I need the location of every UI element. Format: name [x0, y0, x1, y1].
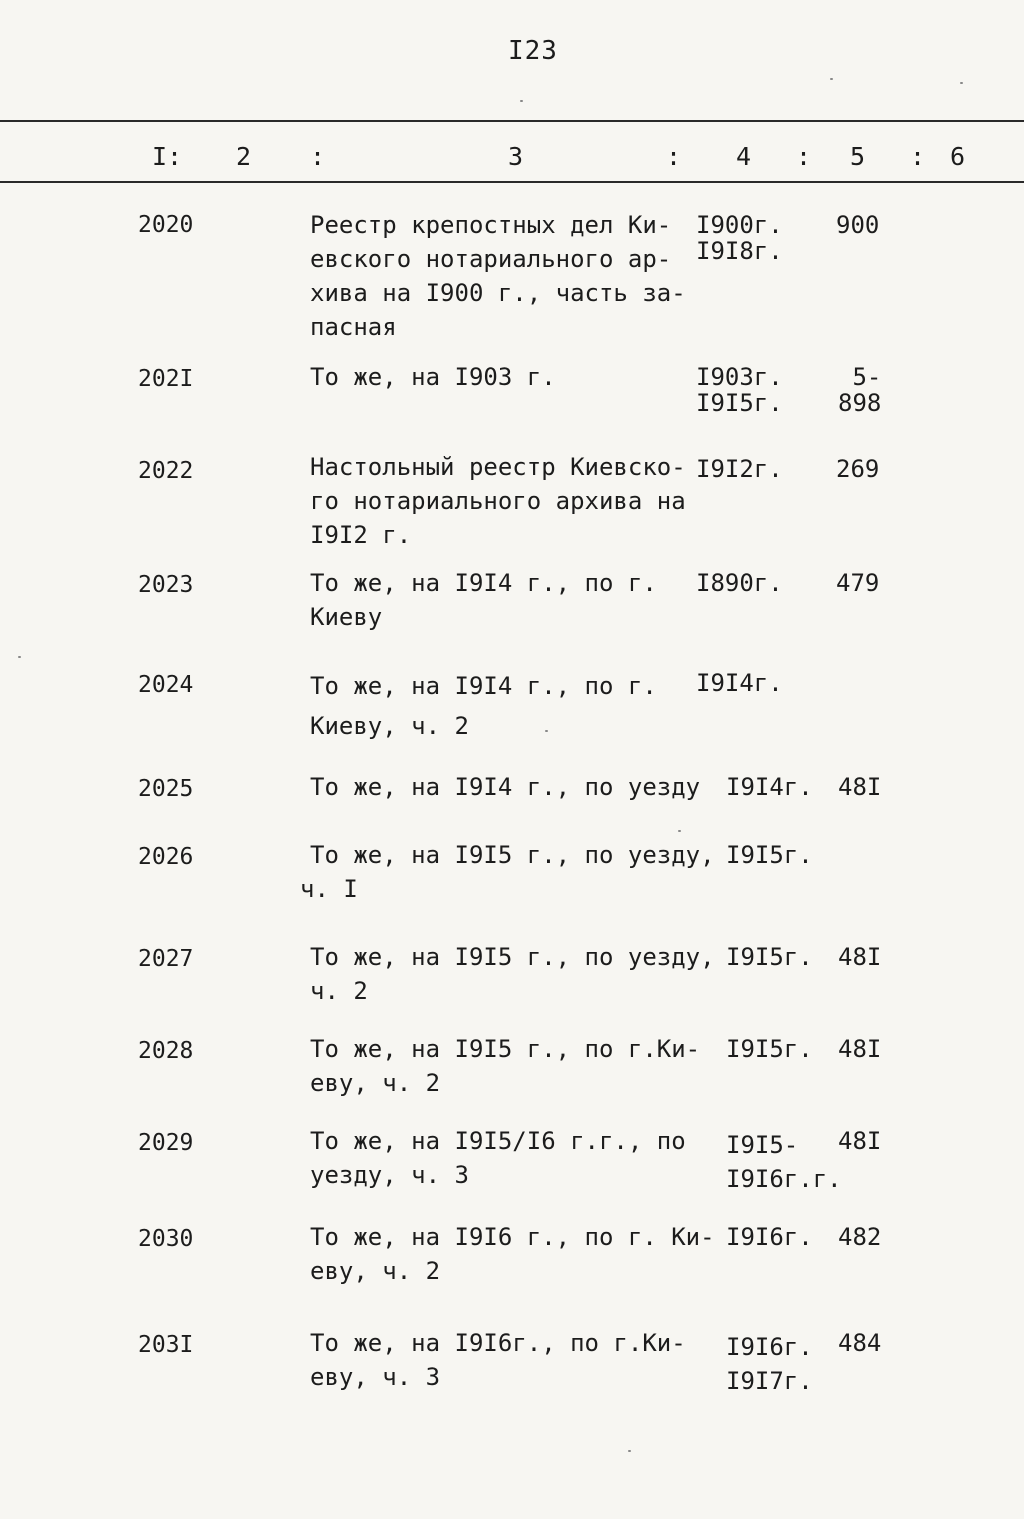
row-years: I9I6г. I9I7г.: [726, 1333, 813, 1395]
row-number: 2030: [138, 1226, 194, 1252]
row-years: I9I5г.: [726, 841, 813, 869]
row-number: 2027: [138, 946, 194, 972]
row-description: То же, на I9I5 г., по г.Ки- еву, ч. 2: [310, 1035, 701, 1097]
row-description: То же, на I9I5 г., по уезду, ч. I: [300, 841, 715, 903]
row-col5: 5- 898: [838, 363, 882, 417]
row-years: I9I5г.: [726, 943, 813, 971]
scan-speck: [960, 82, 963, 84]
header-separator: :: [310, 142, 326, 171]
row-col5: 48I: [838, 773, 882, 801]
scan-speck: [18, 656, 21, 658]
row-description: То же, на I9I6 г., по г. Ки- еву, ч. 2: [310, 1223, 715, 1285]
row-col5: 479: [836, 569, 880, 597]
row-description: То же, на I9I5 г., по уезду, ч. 2: [310, 943, 715, 1005]
scan-speck: [545, 730, 548, 732]
row-col5: 484: [838, 1329, 882, 1357]
row-years: I890г.: [696, 569, 783, 597]
row-col5: 269: [836, 455, 880, 483]
row-years: I9I6г.: [726, 1223, 813, 1251]
row-col5: 900: [836, 211, 880, 239]
row-description: Настольный реестр Киевско- го нотариального архива на I9I2 г.: [310, 453, 686, 549]
row-number: 2028: [138, 1038, 194, 1064]
table-header-rule: [0, 181, 1024, 183]
row-number: 2029: [138, 1130, 194, 1156]
row-number: 2020: [138, 212, 194, 238]
row-years: I9I4г.: [726, 773, 813, 801]
header-separator: :: [666, 142, 682, 171]
scan-speck: [830, 78, 833, 80]
row-col5: 48I: [838, 1127, 882, 1155]
header-col-1: I:: [152, 142, 183, 171]
row-number: 2026: [138, 844, 194, 870]
row-number: 2024: [138, 672, 194, 698]
header-separator: :: [910, 142, 926, 171]
scan-speck: [678, 830, 681, 832]
row-description: То же, на I9I4 г., по г. Киеву: [310, 569, 657, 631]
row-description: То же, на I9I4 г., по г. Киеву, ч. 2: [310, 672, 657, 740]
row-col5: 48I: [838, 1035, 882, 1063]
table-top-rule: [0, 120, 1024, 122]
row-number: 203I: [138, 1332, 194, 1358]
row-col5: 48I: [838, 943, 882, 971]
row-number: 2023: [138, 572, 194, 598]
row-years: I9I5г.: [726, 1035, 813, 1063]
row-number: 2025: [138, 776, 194, 802]
header-col-6: 6: [950, 142, 966, 171]
row-years: I9I5- I9I6г.г.: [726, 1131, 842, 1193]
page-number: I23: [508, 36, 558, 66]
row-number: 202I: [138, 366, 194, 392]
row-years: I9I4г.: [696, 669, 783, 697]
row-years: I900г. I9I8г.: [696, 211, 783, 265]
row-description: Реестр крепостных дел Ки- евского нотариального ар- хива на I900 г., часть за- пасная: [310, 211, 686, 341]
row-description: То же, на I903 г.: [310, 363, 556, 391]
row-col5: 482: [838, 1223, 882, 1251]
scan-speck: [628, 1450, 631, 1452]
row-number: 2022: [138, 458, 194, 484]
header-col-3: 3: [508, 142, 524, 171]
header-separator: :: [796, 142, 812, 171]
header-col-5: 5: [850, 142, 866, 171]
header-col-2: 2: [236, 142, 252, 171]
row-years: I903г. I9I5г.: [696, 363, 783, 417]
row-years: I9I2г.: [696, 455, 783, 483]
row-description: То же, на I9I6г., по г.Ки- еву, ч. 3: [310, 1329, 686, 1391]
row-description: То же, на I9I5/I6 г.г., по уезду, ч. 3: [310, 1127, 686, 1189]
scan-speck: [520, 100, 523, 102]
header-col-4: 4: [736, 142, 752, 171]
row-description: То же, на I9I4 г., по уезду: [310, 773, 701, 801]
